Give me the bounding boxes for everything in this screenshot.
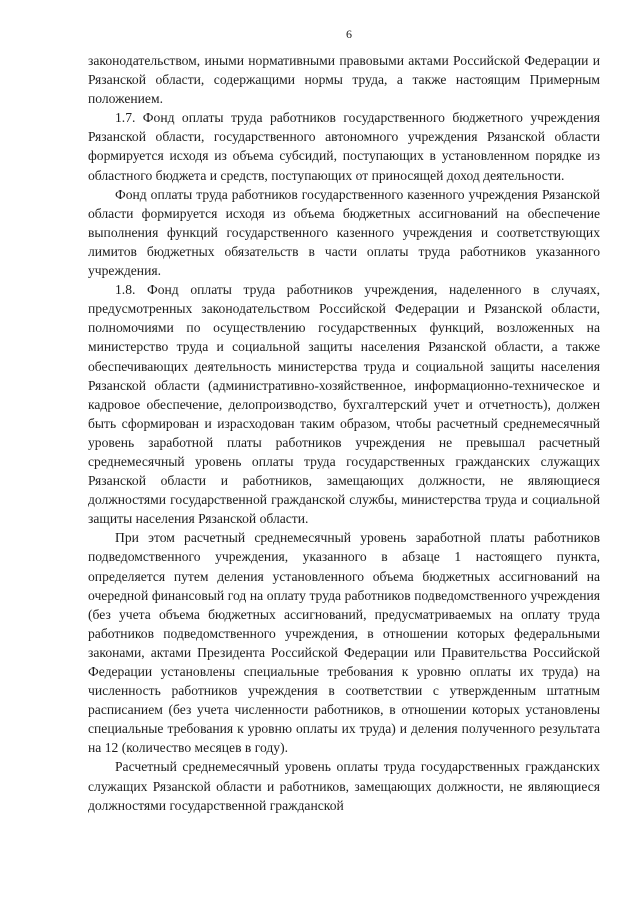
paragraph-calculation-method: При этом расчетный среднемесячный уровень заработной платы работников подведомственного учреждения, указанного в абзаце 1 настоящего пункта, определяется путем деления установленного объема бюджетных ассигнований на очередной финансовый год на оплату труда работников подведомственного учреждения (без учета объема бюджетных ассигнований, предусматриваемых на оплату труда работников подведомственного учреждения, в отношении которых федеральными законами, актами Президента Российской Федерации или Правительства Российской Федерации установлены специальные требования к уровню оплаты их труда) на численность работников учреждения в соответствии с утвержденным штатным расписанием (без учета численности работников, в отношении которых установлены специальные требования к уровню оплаты их труда) и деления полученного результата на 12 (количество месяцев в году). (88, 530, 600, 756)
paragraph-1-8-fund: 1.8. Фонд оплаты труда работников учреждения, наделенного в случаях, предусмотренных законодательством Российской Федерации и Рязанской области, полномочиями по осуществлению государственных функций, возложенных на министерство труда и социальной защиты населения Рязанской области, а также обеспечивающих деятельность министерства труда и социальной защиты населения Рязанской области (административно-хозяйственное, информационно-техническое и кадровое обеспечение, делопроизводство, бухгалтерский учет и отчетность), должен быть сформирован и израсходован таким образом, чтобы расчетный среднемесячный уровень заработной платы работников учреждения не превышал расчетный среднемесячный уровень оплаты труда государственных гражданских служащих Рязанской области и работников, замещающих должности, не являющиеся должностями государственной гражданской службы, министерства труда и социальной защиты населения Рязанской области. (88, 282, 600, 527)
paragraph-1-7-budget-autonomous: 1.7. Фонд оплаты труда работников государственного бюджетного учреждения Рязанской области, государственного автономного учреждения Рязанской области формируется исходя из объема субсидий, поступающих в установленном порядке из областного бюджета и средств, поступающих от приносящей доход деятельности. (88, 110, 600, 183)
paragraph-continuation: законодательством, иными нормативными правовыми актами Российской Федерации и Рязанской области, содержащими нормы труда, а также настоящим Примерным положением. (88, 53, 600, 107)
paragraph-average-salary-level: Расчетный среднемесячный уровень оплаты труда государственных гражданских служащих Рязанской области и работников, замещающих должности, не являющиеся должностями государственной гражданской (88, 759, 600, 813)
page-number: 6 (346, 27, 352, 41)
paragraph-state-institution-fund: Фонд оплаты труда работников государственного казенного учреждения Рязанской области формируется исходя из объема бюджетных ассигнований на обеспечение выполнения функций государственного казенного учреждения и соответствующих лимитов бюджетных обязательств в части оплаты труда работников указанного учреждения. (88, 186, 600, 279)
document-page (88, 27, 600, 815)
